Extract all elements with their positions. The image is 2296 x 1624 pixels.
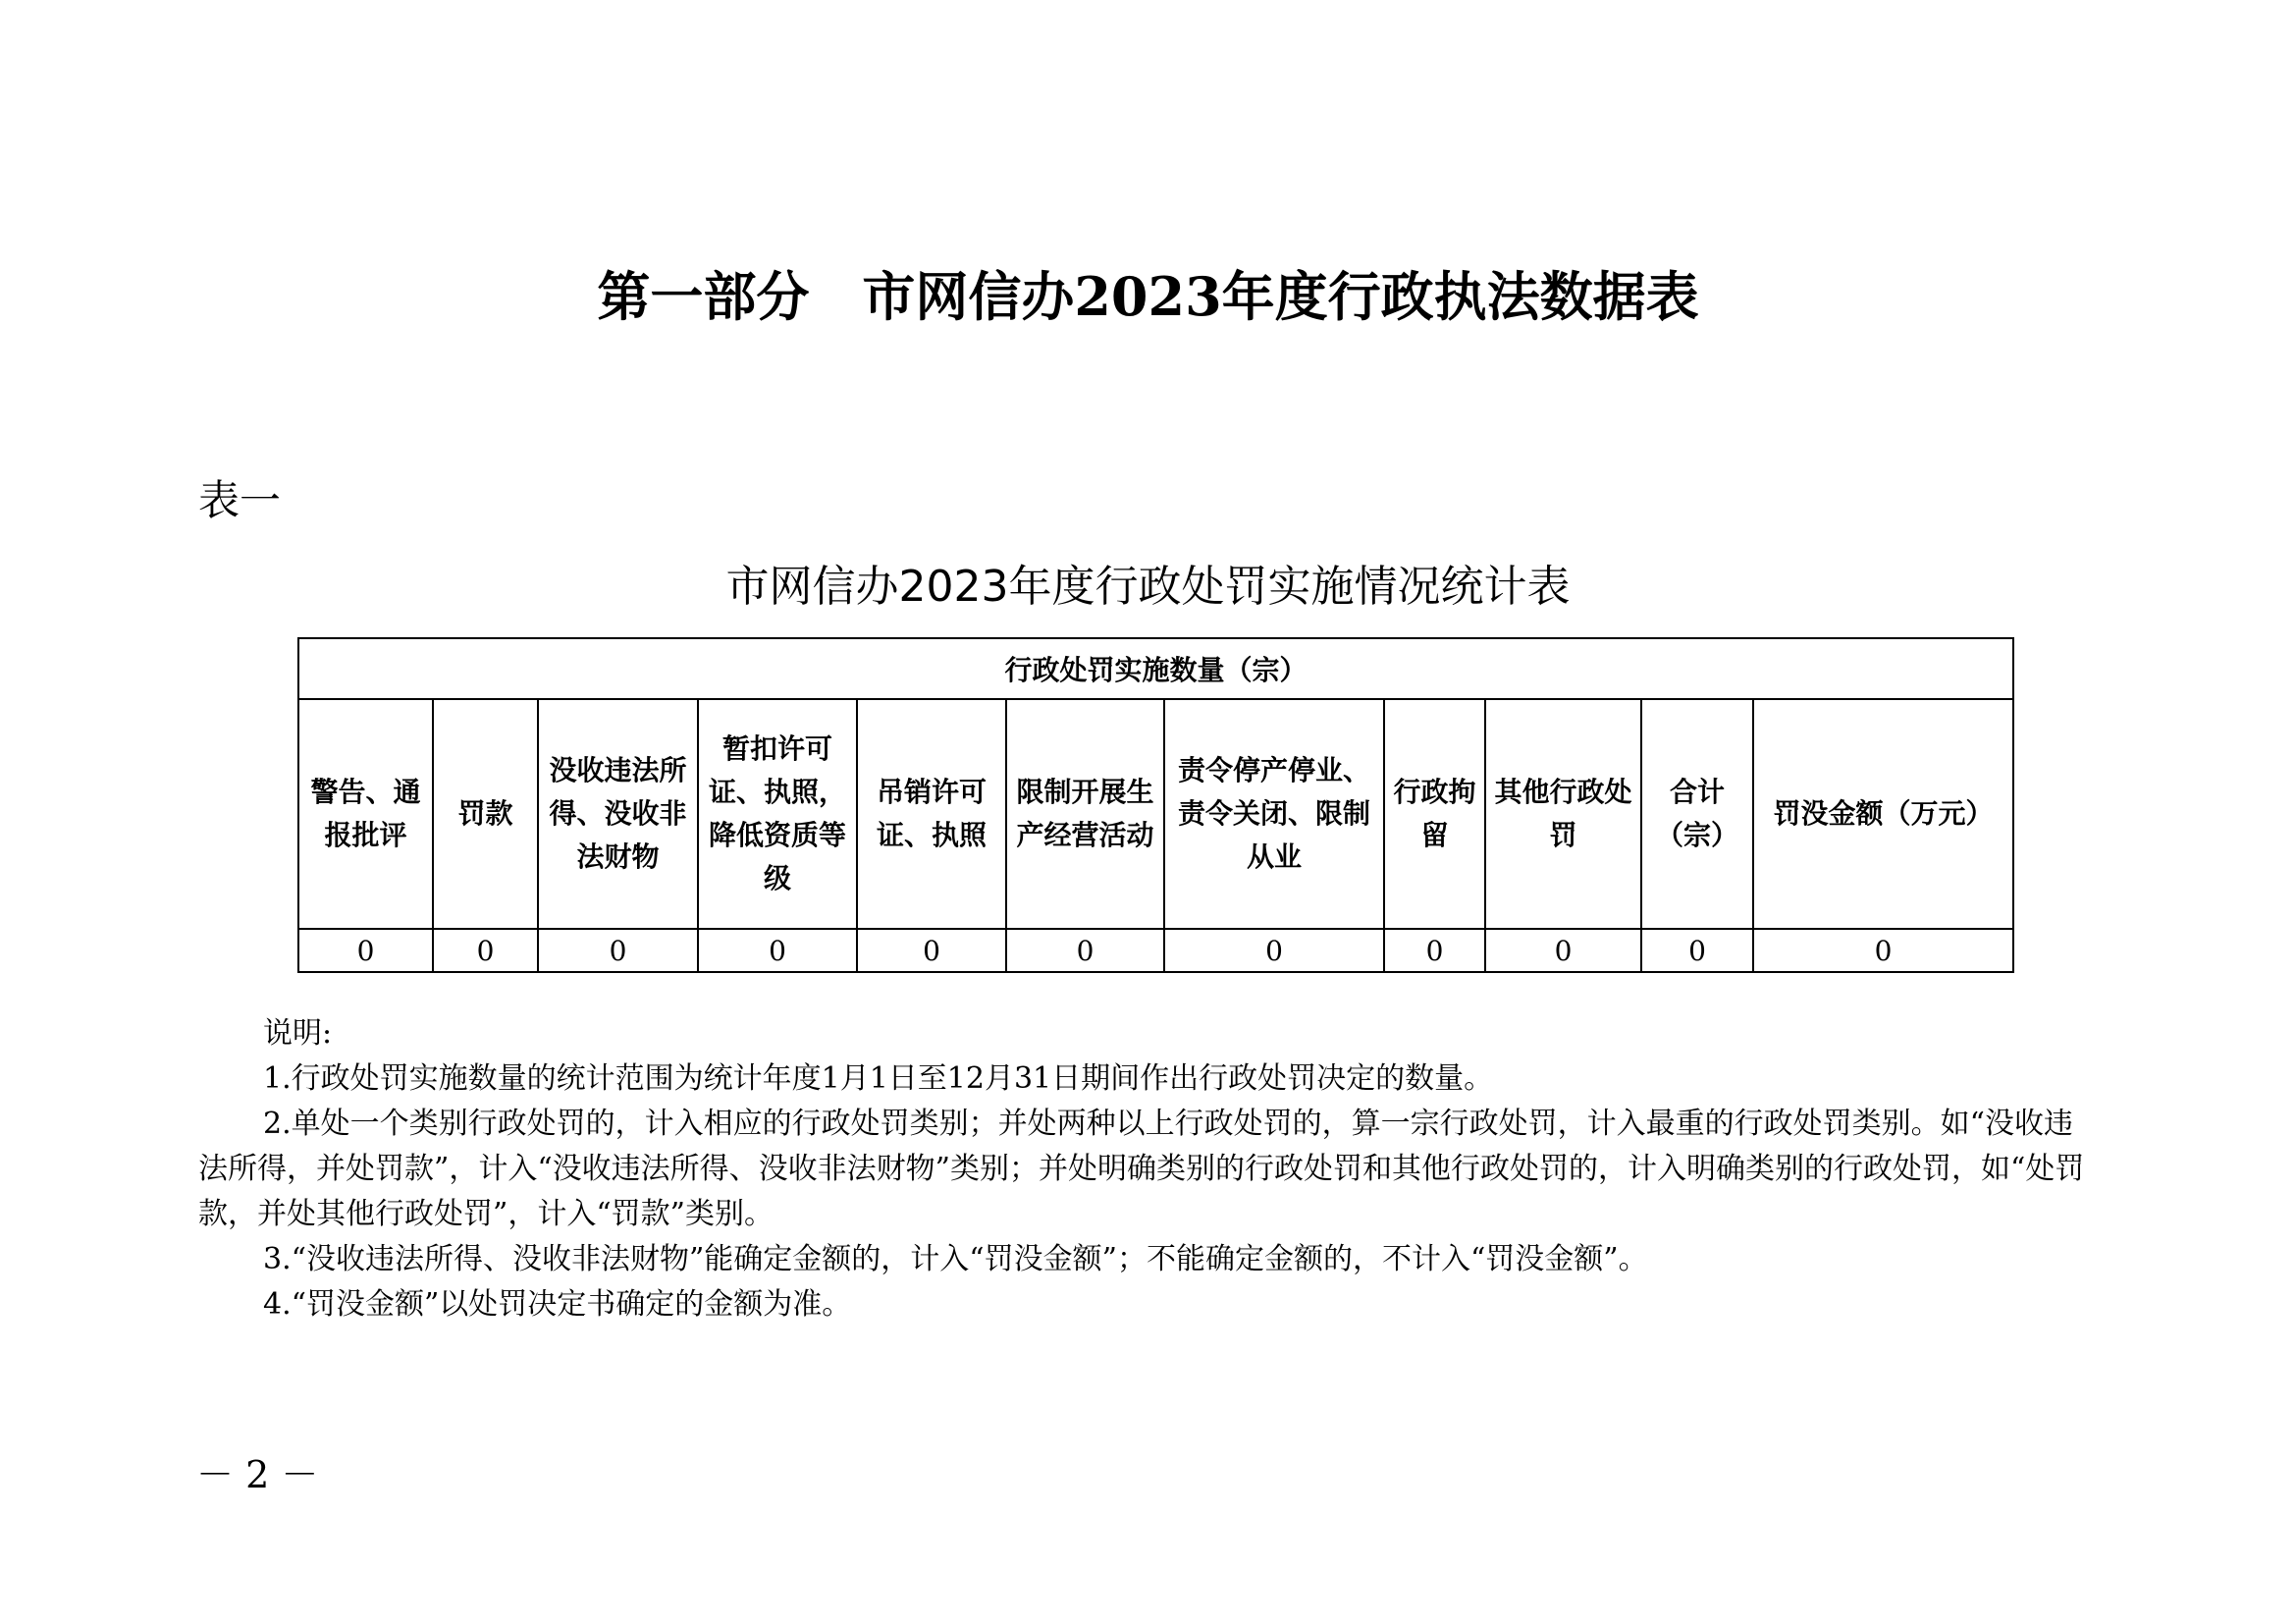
- table-group-header-row: [298, 638, 2013, 699]
- column-header-warning: 警告、通报批评: [298, 699, 433, 929]
- note-item-2: 2.单处一个类别行政处罚的，计入相应的行政处罚类别；并处两种以上行政处罚的，算一宗行政处罚，计入最重的行政处罚类别。如“没收违法所得，并处罚款”，计入“没收违法所得、没收非法财物”类别；并处明确类别的行政处罚和其他行政处罚的，计入明确类别的行政处罚，如“处罚款，并处其他行政处罚”，计入“罚款”类别。: [198, 1107, 2085, 1231]
- column-header-other-penalty: 其他行政处罚: [1485, 699, 1641, 929]
- value-detention: 0: [1384, 929, 1485, 972]
- notes-section: [198, 1011, 2098, 1327]
- table-column-header-row: [298, 699, 2013, 929]
- value-amount: 0: [1753, 929, 2013, 972]
- value-suspension-closure: 0: [1164, 929, 1384, 972]
- note-item-4: 4.“罚没金额”以处罚决定书确定的金额为准。: [263, 1287, 852, 1322]
- value-total: 0: [1641, 929, 1753, 972]
- column-header-license-revocation: 吊销许可证、执照: [857, 699, 1006, 929]
- column-header-detention: 行政拘留: [1384, 699, 1485, 929]
- column-header-confiscation: 没收违法所得、没收非法财物: [538, 699, 698, 929]
- table-label: 表一: [198, 476, 282, 524]
- notes-heading: 说明:: [263, 1016, 333, 1051]
- value-license-suspension: 0: [698, 929, 857, 972]
- penalty-statistics-table: [297, 637, 2014, 973]
- part-title: 第一部分 市网信办2023年度行政执法数据表: [597, 265, 1699, 328]
- group-header-cell: 行政处罚实施数量（宗）: [298, 638, 2013, 699]
- column-header-total: 合计（宗）: [1641, 699, 1753, 929]
- page-number: － 2 －: [196, 1453, 319, 1496]
- value-other-penalty: 0: [1485, 929, 1641, 972]
- note-item-1: 1.行政处罚实施数量的统计范围为统计年度1月1日至12月31日期间作出行政处罚决定的数量。: [263, 1061, 1494, 1096]
- value-business-restriction: 0: [1006, 929, 1164, 972]
- value-confiscation: 0: [538, 929, 698, 972]
- value-warning: 0: [298, 929, 433, 972]
- column-header-license-suspension: 暂扣许可证、执照，降低资质等级: [698, 699, 857, 929]
- column-header-amount: 罚没金额（万元）: [1753, 699, 2013, 929]
- table-title: 市网信办2023年度行政处罚实施情况统计表: [725, 562, 1571, 612]
- value-license-revocation: 0: [857, 929, 1006, 972]
- note-item-3: 3.“没收违法所得、没收非法财物”能确定金额的，计入“罚没金额”；不能确定金额的，不计入“罚没金额”。: [263, 1242, 1648, 1276]
- table-row: [298, 929, 2013, 972]
- column-header-business-restriction: 限制开展生产经营活动: [1006, 699, 1164, 929]
- column-header-suspension-closure: 责令停产停业、责令关闭、限制从业: [1164, 699, 1384, 929]
- value-fine: 0: [433, 929, 538, 972]
- column-header-fine: 罚款: [433, 699, 538, 929]
